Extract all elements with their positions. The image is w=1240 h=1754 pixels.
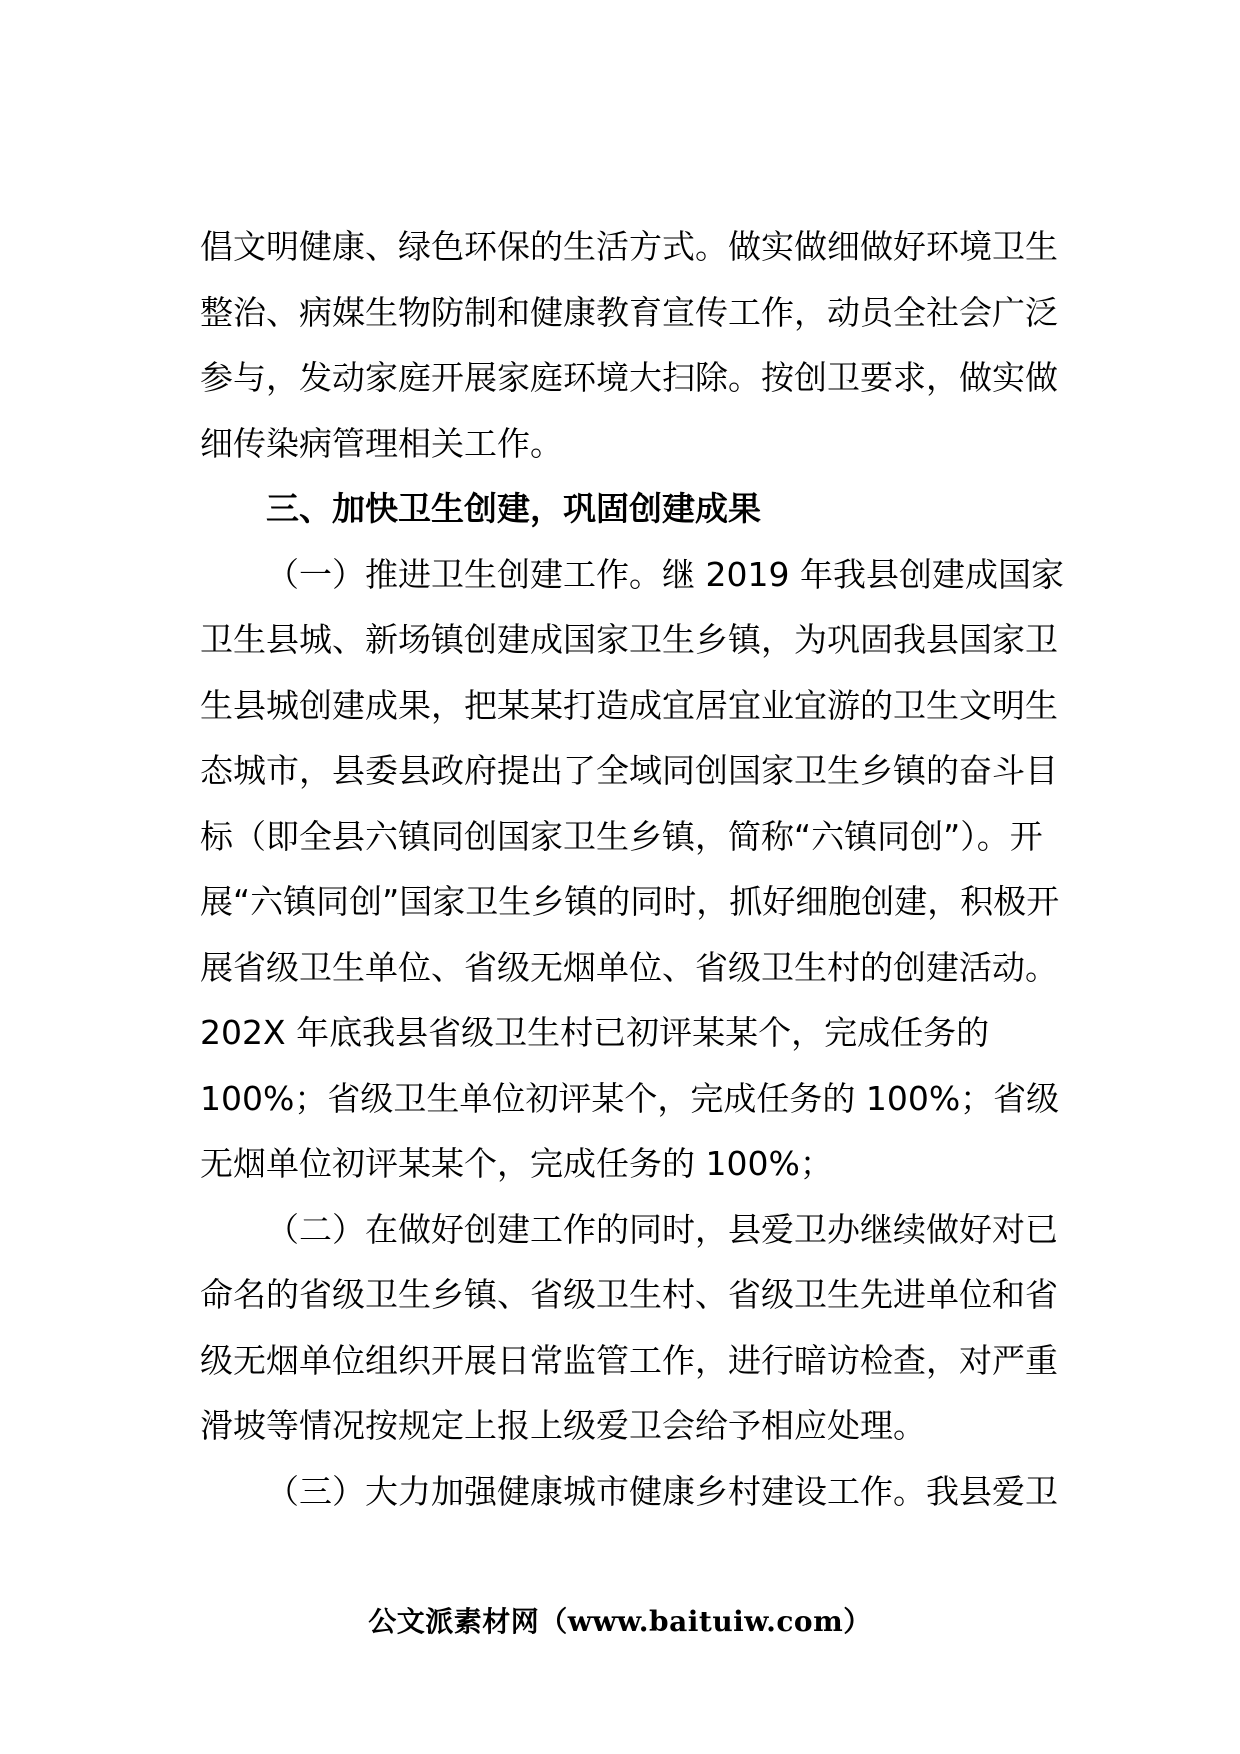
- paragraph-item-3: （三）大力加强健康城市健康乡村建设工作。我县爱卫: [266, 1471, 1058, 1511]
- paragraph-item-1: （一）推进卫生创建工作。继 2019 年我县创建成国家卫生县城、新场镇创建成国家卫生乡镇，为巩固我县国家卫生县城创建成果，把某某打造成宜居宜业宜游的卫生文明生态城市，县委县政府提出了全域同创国家卫生乡镇的奋斗目标（即全县六镇同创国家卫生乡镇，简称“六镇同创”）。开展“六镇同创”国家卫生乡镇的同时，抓好细胞创建，积极开展省级卫生单位、省级无烟单位、省级卫生村的创建活动。202X 年底我县省级卫生村已初评某某个，完成任务的 100%；省级卫生单位初评某个，完成任务的 100%；省级无烟单位初评某某个，完成任务的 100%；: [200, 554, 1064, 1183]
- section-heading: 三、加快卫生创建，巩固创建成果: [266, 489, 761, 528]
- document-body: [200, 214, 1070, 1524]
- footer-watermark: 公文派素材网（www.baituiw.com）: [368, 1605, 872, 1638]
- paragraph-continuation: 倡文明健康、绿色环保的生活方式。做实做细做好环境卫生整治、病媒生物防制和健康教育宣传工作，动员全社会广泛参与，发动家庭开展家庭环境大扫除。按创卫要求，做实做细传染病管理相关工作。: [200, 227, 1058, 463]
- paragraph-item-2: （二）在做好创建工作的同时，县爱卫办继续做好对已命名的省级卫生乡镇、省级卫生村、省级卫生先进单位和省级无烟单位组织开展日常监管工作，进行暗访检查，对严重滑坡等情况按规定上报上级爱卫会给予相应处理。: [200, 1209, 1058, 1445]
